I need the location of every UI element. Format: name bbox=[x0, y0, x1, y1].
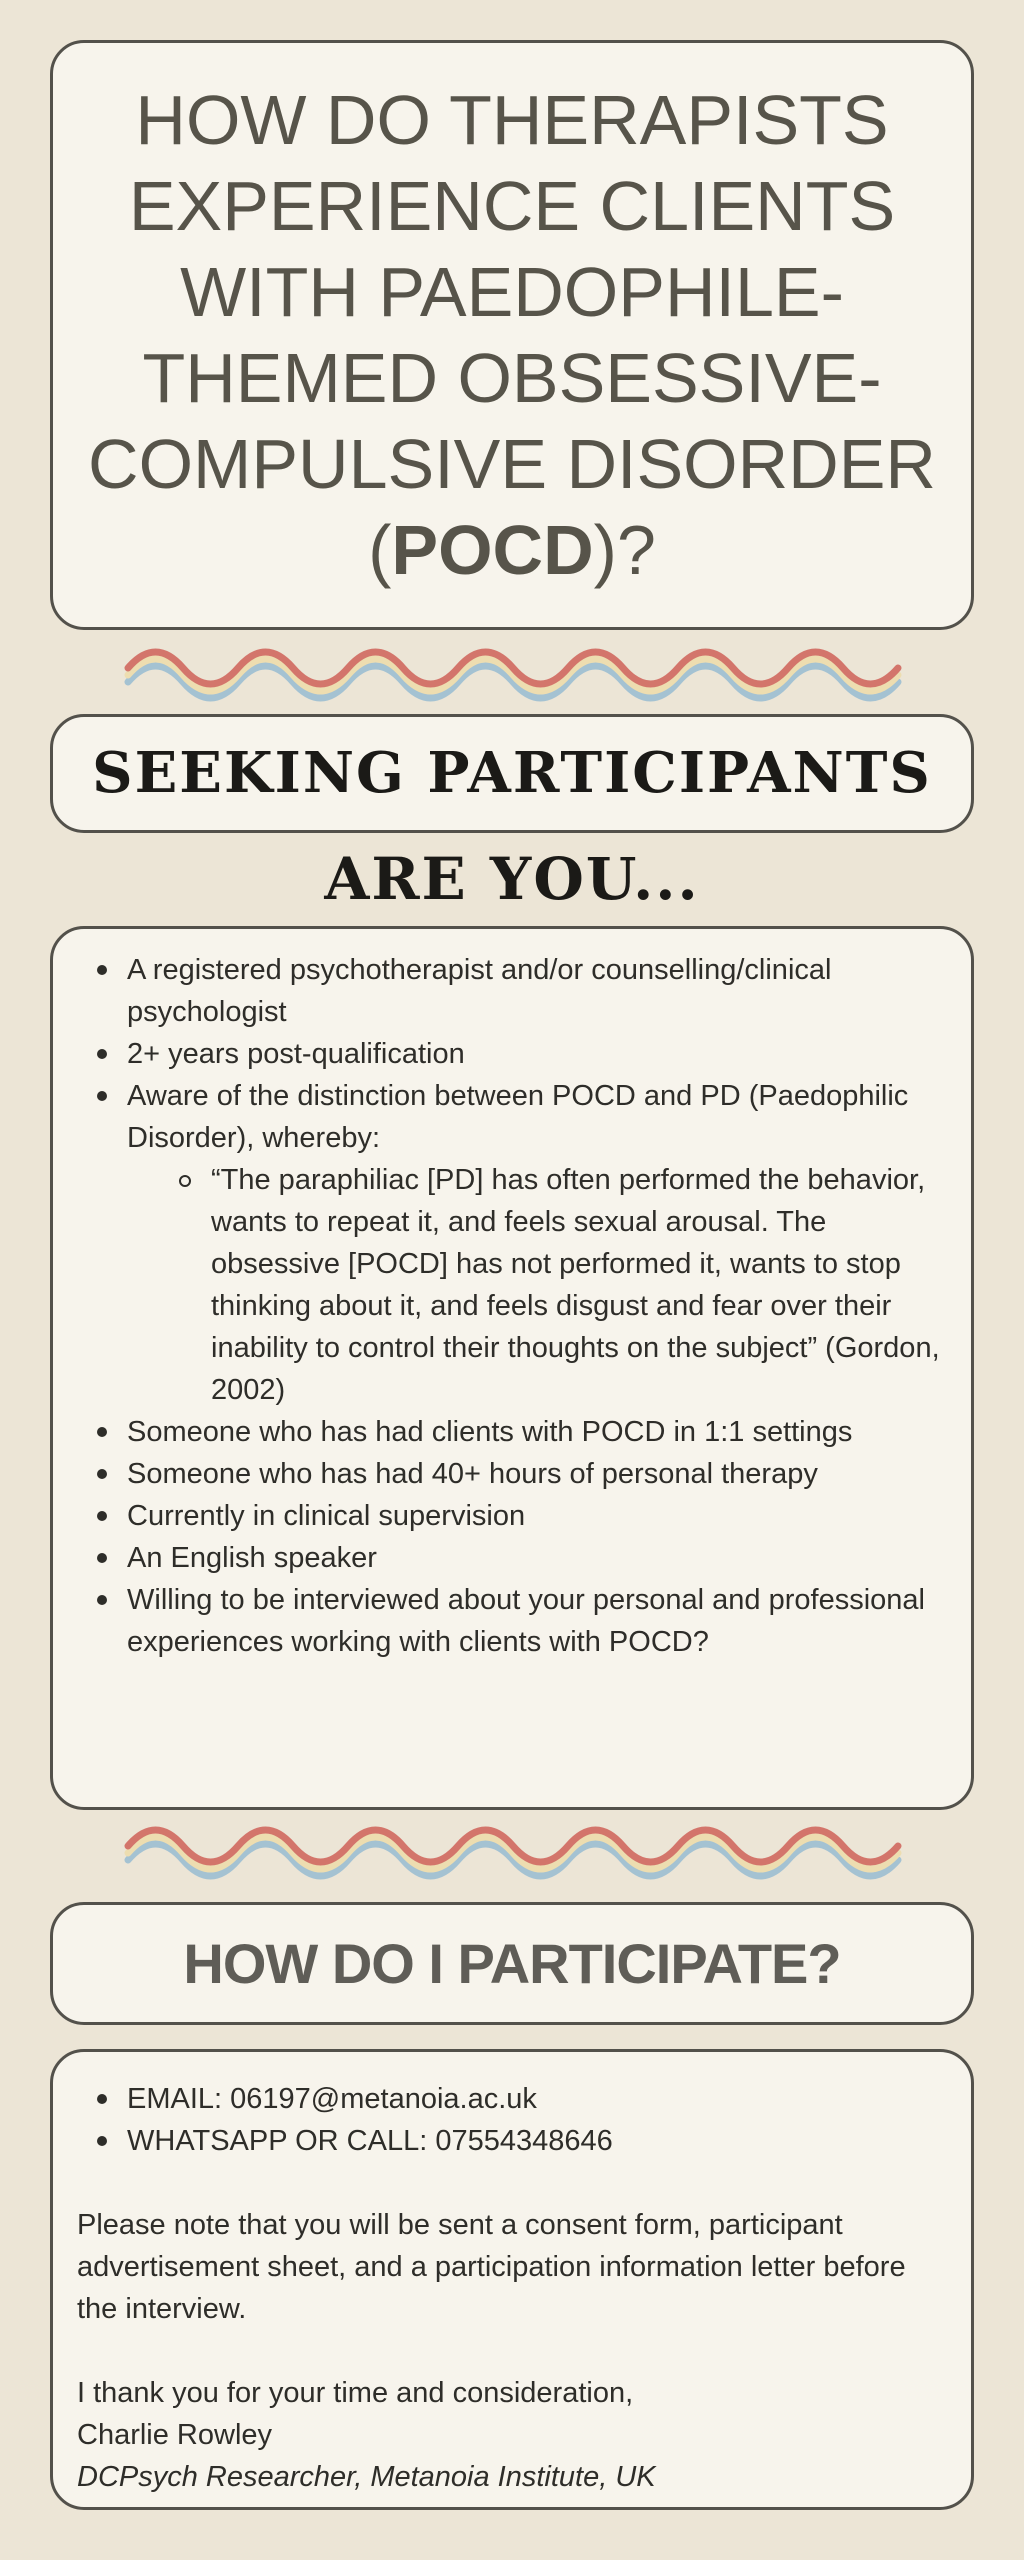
seeking-participants-heading: SEEKING PARTICIPANTS bbox=[92, 740, 932, 807]
participate-box bbox=[50, 1902, 974, 2025]
are-you-heading: ARE YOU... bbox=[324, 845, 700, 914]
criteria-item: An English speaker bbox=[77, 1537, 943, 1579]
criteria-item: A registered psychotherapist and/or counselling/clinical psychologist bbox=[77, 949, 943, 1033]
criteria-subitem-quote: “The paraphiliac [PD] has often performed the behavior, wants to repeat it, and feels sexual arousal. The obsessive [POCD] has not performed it, wants to stop thinking about it, and feels disgust and fear over their inability to control their thoughts on the subject” (Gordon, 2002) bbox=[163, 1159, 943, 1411]
criteria-item: Someone who has had clients with POCD in 1:1 settings bbox=[77, 1411, 943, 1453]
title-line: EXPERIENCE CLIENTS bbox=[128, 166, 896, 245]
criteria-item: Currently in clinical supervision bbox=[77, 1495, 943, 1537]
page-title bbox=[88, 77, 936, 593]
criteria-list bbox=[77, 949, 943, 1663]
wave-squiggle-graphic bbox=[122, 646, 902, 706]
wave-squiggle-graphic bbox=[122, 1824, 902, 1884]
researcher-name: Charlie Rowley bbox=[77, 2419, 273, 2451]
consent-note: Please note that you will be sent a consent form, participant advertisement sheet, and a participation information letter before the interview. bbox=[77, 2209, 906, 2325]
criteria-item: Willing to be interviewed about your personal and professional experiences working with clients with POCD? bbox=[77, 1579, 943, 1663]
title-line: HOW DO THERAPISTS bbox=[135, 80, 889, 159]
criteria-item: Someone who has had 40+ hours of personal therapy bbox=[77, 1453, 943, 1495]
participate-heading: HOW DO I PARTICIPATE? bbox=[183, 1931, 841, 1995]
contact-list bbox=[77, 2078, 941, 2162]
contact-phone-item: WHATSAPP OR CALL: 07554348646 bbox=[77, 2120, 941, 2162]
seeking-participants-box bbox=[50, 714, 974, 833]
criteria-sublist bbox=[163, 1159, 943, 1411]
thanks-line: I thank you for your time and consideration, bbox=[77, 2377, 634, 2409]
contact-box bbox=[50, 2049, 974, 2510]
wavy-divider-top bbox=[122, 646, 902, 706]
title-box bbox=[50, 40, 974, 630]
criteria-item: Aware of the distinction between POCD and PD (Paedophilic Disorder), whereby: “The paraphiliac [PD] has often performed the behavior, wants to repeat it, and feels sexual arousal. The obsessive [POCD] has not performed it, wants to stop thinking about it, and feels disgust and fear over their inability to control their thoughts on the subject” (Gordon, 2002) bbox=[77, 1075, 943, 1411]
title-line: THEMED OBSESSIVE- bbox=[142, 338, 882, 417]
criteria-box bbox=[50, 926, 974, 1810]
criteria-item: 2+ years post-qualification bbox=[77, 1033, 943, 1075]
title-line-pocd: (POCD)? bbox=[368, 510, 656, 589]
researcher-title: DCPsych Researcher, Metanoia Institute, UK bbox=[77, 2461, 656, 2493]
title-line: WITH PAEDOPHILE- bbox=[180, 252, 844, 331]
pocd-abbreviation: POCD bbox=[391, 510, 594, 589]
wavy-divider-bottom bbox=[122, 1824, 902, 1884]
contact-email-item: EMAIL: 06197@metanoia.ac.uk bbox=[77, 2078, 941, 2120]
signature-block bbox=[77, 2372, 941, 2498]
title-line: COMPULSIVE DISORDER bbox=[88, 424, 936, 503]
